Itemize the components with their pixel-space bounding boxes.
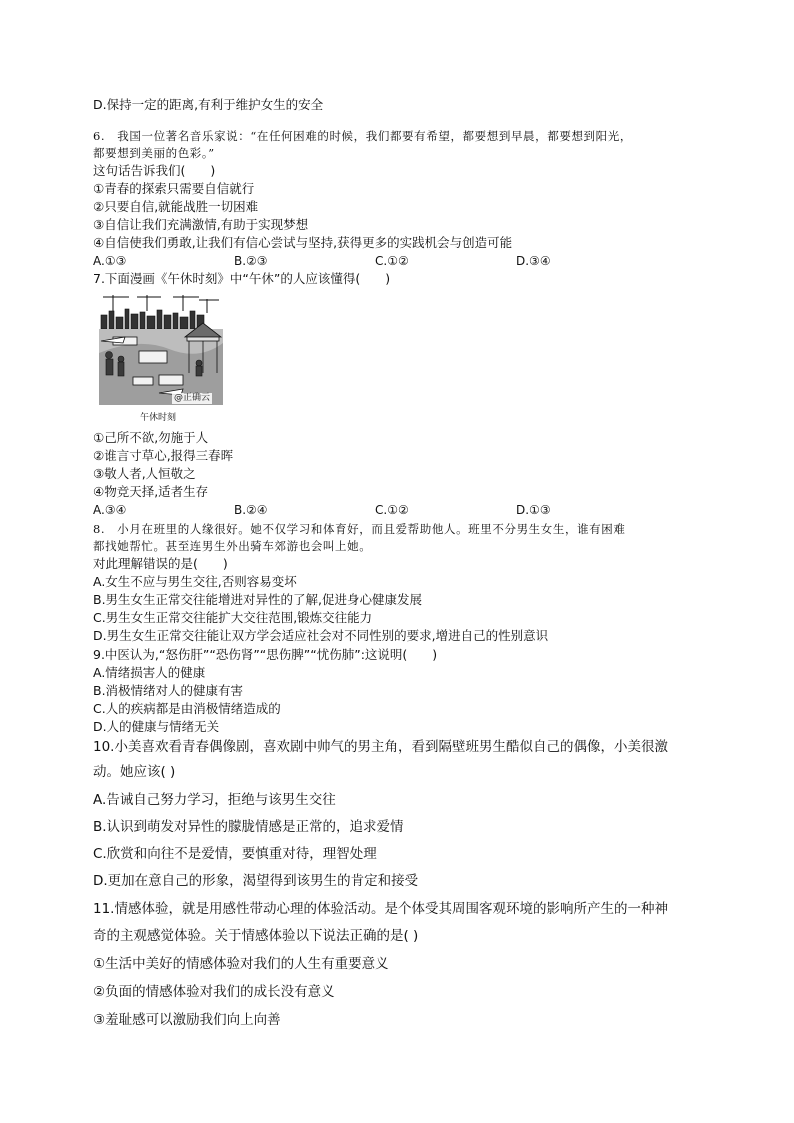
q11-stem-line2: 奇的主观感觉体验。关于情感体验以下说法正确的是( ) [93,928,419,944]
q8-option-d: D.男生女生正常交往能让双方学会适应社会对不同性别的要求,增进自己的性别意识 [93,628,549,643]
q8-prompt: 对此理解错误的是( ) [93,556,228,571]
q7-choice-d: D.①③ [516,503,551,517]
q6-statement-4: ④自信使我们勇敢,让我们有信心尝试与坚持,获得更多的实践机会与创造可能 [93,235,513,250]
q10-option-c: C.欣赏和向往不是爱情，要慎重对待，理智处理 [93,846,377,862]
q8-option-a: A.女生不应与男生交往,否则容易变坏 [93,574,297,589]
q10-option-b: B.认识到萌发对异性的朦胧情感是正常的，追求爱情 [93,819,404,835]
q9-stem: 9.中医认为,“怒伤肝”“恐伤肾”“思伤脾”“忧伤肺”:这说明( ) [93,647,438,662]
q8-option-c: C.男生女生正常交往能扩大交往范围,锻炼交往能力 [93,610,373,625]
q6-choice-b: B.②③ [234,254,268,268]
q9-option-b: B.消极情绪对人的健康有害 [93,683,244,698]
q7-choice-c: C.①② [375,503,409,517]
q10-option-a: A.告诫自己努力学习，拒绝与该男生交往 [93,792,336,808]
q6-statement-1: ①青春的探索只需要自信就行 [93,181,255,196]
q7-choice-a: A.③④ [93,503,127,517]
q11-statement-2: ②负面的情感体验对我们的成长没有意义 [93,984,335,1000]
q6-choice-c: C.①② [375,254,409,268]
q11-statement-1: ①生活中美好的情感体验对我们的人生有重要意义 [93,956,389,972]
q10-option-d: D.更加在意自己的形象，渴望得到该男生的肯定和接受 [93,873,419,889]
q8-stem-line1: 8. 小月在班里的人缘很好。她不仅学习和体育好，而且爱帮助他人。班里不分男生女生，谁有困难 [93,522,626,536]
q8-stem-line2: 都找她帮忙。甚至连男生外出骑车郊游也会叫上她。 [93,539,372,553]
cartoon-caption: 午休时刻 [140,413,177,423]
q7-choice-b: B.②④ [234,503,268,517]
q11-statement-3: ③羞耻感可以激励我们向上向善 [93,1012,281,1028]
q6-statement-3: ③自信让我们充满激情,有助于实现梦想 [93,217,309,232]
q6-statement-2: ②只要自信,就能战胜一切困难 [93,199,259,214]
q7-statement-3: ③敬人者,人恒敬之 [93,466,196,481]
q11-stem-line1: 11.情感体验，就是用感性带动心理的体验活动。是个体受其周围客观环境的影响所产生的一种神 [93,901,668,917]
q9-option-d: D.人的健康与情绪无关 [93,719,220,734]
q9-option-c: C.人的疾病都是由消极情绪造成的 [93,701,281,716]
q7-statement-1: ①己所不欲,勿施于人 [93,430,209,445]
q6-prompt: 这句话告诉我们( ) [93,163,216,178]
q10-stem-line2: 动。她应该( ) [93,764,176,780]
q7-stem: 7.下面漫画《午休时刻》中“午休”的人应该懂得( ) [93,271,391,286]
cartoon-watermark: @正确云 [174,393,211,403]
q6-stem-line2: 都要想到美丽的色彩。” [93,146,215,160]
q5-option-d: D.保持一定的距离,有利于维护女生的安全 [93,97,324,112]
q7-statement-4: ④物竞天择,适者生存 [93,484,209,499]
q10-stem-line1: 10.小美喜欢看青春偶像剧，喜欢剧中帅气的男主角，看到隔壁班男生酷似自己的偶像，小美很激 [93,739,668,755]
q9-option-a: A.情绪损害人的健康 [93,665,206,680]
q7-statement-2: ②谁言寸草心,报得三春晖 [93,448,234,463]
q6-stem-line1: 6. 我国一位著名音乐家说：“在任何困难的时候，我们都要有希望，都要想到早晨，都要想到阳光， [93,129,632,143]
q8-option-b: B.男生女生正常交往能增进对异性的了解,促进身心健康发展 [93,592,423,607]
q6-choice-a: A.①③ [93,254,127,268]
cartoon-image [99,293,223,405]
q6-choice-d: D.③④ [516,254,551,268]
